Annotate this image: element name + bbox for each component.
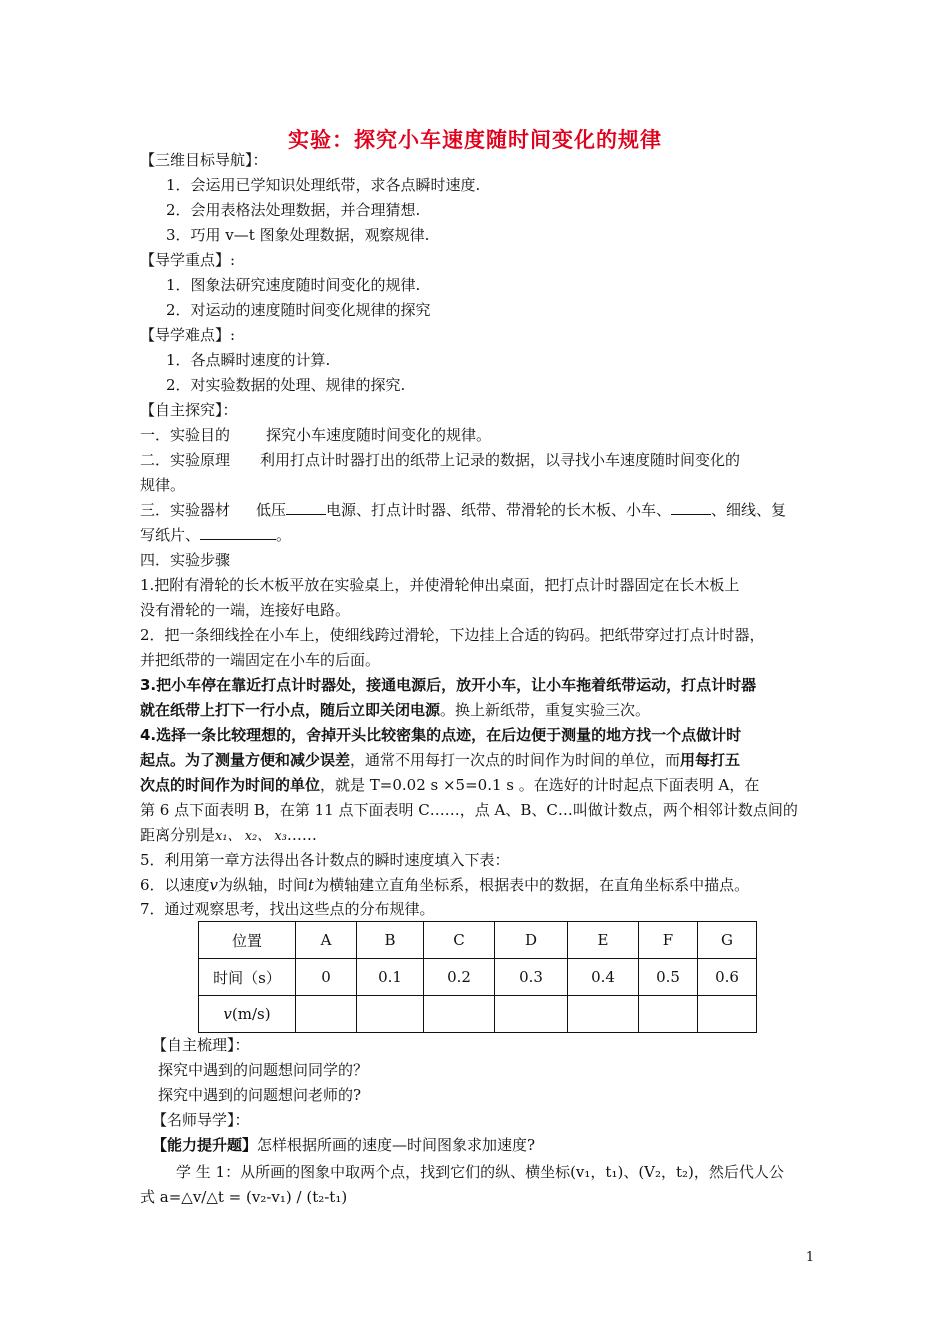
table-cell-empty[interactable] bbox=[495, 996, 568, 1033]
table-row bbox=[199, 959, 757, 996]
goal-item: 1．会运用已学知识处理纸带，求各点瞬时速度. bbox=[166, 176, 481, 194]
table-cell: A bbox=[296, 922, 357, 959]
step-6-text: 6．以速度 bbox=[140, 876, 210, 894]
fill-blank[interactable] bbox=[286, 498, 326, 515]
step-4: 4.选择一条比较理想的，舍掉开头比较密集的点迹，在后边便于测量的地方找一个点做计时 bbox=[140, 726, 742, 744]
difficulty-heading: 【导学难点】: bbox=[140, 326, 236, 344]
ability-label: 【能力提升题】 bbox=[152, 1136, 258, 1154]
step-6 bbox=[140, 873, 820, 897]
difficulty-item: 1．各点瞬时速度的计算. bbox=[166, 351, 331, 369]
step-4-text: 距离分别是 bbox=[140, 826, 216, 844]
equipment-line bbox=[140, 498, 820, 522]
table-row bbox=[199, 996, 757, 1033]
purpose-label: 一．实验目的 bbox=[140, 426, 231, 444]
focus-item: 1．图象法研究速度随时间变化的规律. bbox=[166, 276, 421, 294]
table-cell-empty[interactable] bbox=[698, 996, 757, 1033]
focus-heading: 【导学重点】: bbox=[140, 251, 236, 269]
ability-line bbox=[152, 1133, 832, 1157]
equipment-line-2 bbox=[140, 523, 820, 547]
steps-heading: 四．实验步骤 bbox=[140, 551, 231, 569]
goal-item: 3．巧用 v—t 图象处理数据，观察规律. bbox=[166, 226, 430, 244]
step-7: 7．通过观察思考，找出这些点的分布规律。 bbox=[140, 900, 435, 918]
table-cell: 0.3 bbox=[495, 959, 568, 996]
table-cell: 0.2 bbox=[424, 959, 495, 996]
equipment-text: 。 bbox=[276, 526, 292, 544]
step-2: 2．把一条细线拴在小车上，使细线跨过滑轮，下边挂上合适的钩码。把纸带穿过打点计时器， bbox=[140, 626, 765, 644]
step-4-text: ，就是 T=0.02 s ×5=0.1 s 。在选好的计时起点下面表明 A，在 bbox=[320, 776, 760, 794]
table-cell-empty[interactable] bbox=[568, 996, 639, 1033]
step-1-cont: 没有滑轮的一端，连接好电路。 bbox=[140, 601, 351, 619]
equipment-text: 、细线、复 bbox=[711, 501, 787, 519]
step-4-cont bbox=[140, 748, 820, 772]
goal-item: 2．会用表格法处理数据，并合理猜想. bbox=[166, 201, 421, 219]
step-3: 3.把小车停在靠近打点计时器处，接通电源后，放开小车，让小车拖着纸带运动，打点计时器 bbox=[140, 676, 757, 694]
step-4-text: ，通常不用每打一次点的时间作为时间的单位，而 bbox=[350, 751, 681, 769]
step-4-bold: 次点的时间作为时间的单位 bbox=[140, 776, 321, 794]
equipment-text: 写纸片、 bbox=[140, 526, 201, 544]
table-cell: E bbox=[568, 922, 639, 959]
table-cell-empty[interactable] bbox=[357, 996, 424, 1033]
velocity-symbol: v bbox=[223, 1005, 232, 1023]
table-cell: 时间（s） bbox=[199, 959, 296, 996]
page-number: 1 bbox=[805, 1250, 815, 1265]
page-title: 实验：探究小车速度随时间变化的规律 bbox=[288, 128, 662, 152]
table-cell: 0.5 bbox=[639, 959, 698, 996]
velocity-unit: (m/s) bbox=[231, 1005, 271, 1023]
explore-heading: 【自主探究】： bbox=[140, 401, 238, 419]
step-4-bold: 用每打五 bbox=[680, 751, 741, 769]
difficulty-item: 2．对实验数据的处理、规律的探究. bbox=[166, 376, 406, 394]
step-4-cont3: 第 6 点下面表明 B，在第 11 点下面表明 C……，点 A、B、C…叫做计数点，两个相邻计数点间的 bbox=[140, 801, 798, 819]
principle-cont: 规律。 bbox=[140, 476, 186, 494]
step-6-var: v bbox=[209, 876, 219, 894]
step-1: 1.把附有滑轮的长木板平放在实验桌上，并使滑轮伸出桌面，把打点计时器固定在长木板上 bbox=[140, 576, 740, 594]
table-cell: 位置 bbox=[199, 922, 296, 959]
focus-item: 2．对运动的速度随时间变化规律的探究 bbox=[166, 301, 431, 319]
goals-heading: 【三维目标导航】： bbox=[140, 151, 268, 169]
step-6-text: 为横轴建立直角坐标系，根据表中的数据，在直角坐标系中描点。 bbox=[314, 876, 750, 894]
table-cell: 0.4 bbox=[568, 959, 639, 996]
step-4-cont4 bbox=[140, 823, 820, 849]
step-3-text: 。换上新纸带，重复实验三次。 bbox=[440, 701, 651, 719]
review-question: 探究中遇到的问题想问同学的？ bbox=[158, 1061, 369, 1079]
table-cell: 0.6 bbox=[698, 959, 757, 996]
step-3-cont bbox=[140, 698, 820, 722]
equipment-label: 三．实验器材 bbox=[140, 501, 231, 519]
student-answer: 学 生 1：从所画的图象中取两个点，找到它们的纵、横坐标(v₁，t₁)、(V₂，t₂)，然后代人公 bbox=[176, 1163, 784, 1181]
fill-blank[interactable] bbox=[200, 523, 276, 540]
review-heading: 【自主梳理】： bbox=[152, 1036, 250, 1054]
table-cell: D bbox=[495, 922, 568, 959]
table-cell bbox=[199, 996, 296, 1033]
table-row bbox=[199, 922, 757, 959]
review-question: 探究中遇到的问题想问老师的? bbox=[158, 1086, 362, 1104]
purpose-line bbox=[140, 423, 820, 447]
step-5: 5．利用第一章方法得出各计数点的瞬时速度填入下表： bbox=[140, 851, 510, 869]
table-cell: 0 bbox=[296, 959, 357, 996]
ability-question: 怎样根据所画的速度—时间图象求加速度? bbox=[257, 1136, 536, 1154]
guide-heading: 【名师导学】： bbox=[152, 1111, 250, 1129]
table-cell-empty[interactable] bbox=[424, 996, 495, 1033]
table-cell: G bbox=[698, 922, 757, 959]
step-4-cont2 bbox=[140, 773, 820, 797]
purpose-text: 探究小车速度随时间变化的规律。 bbox=[266, 426, 492, 444]
principle-label: 二．实验原理 bbox=[140, 451, 231, 469]
table-cell: C bbox=[424, 922, 495, 959]
fill-blank[interactable] bbox=[671, 498, 711, 515]
table-cell: 0.1 bbox=[357, 959, 424, 996]
distance-symbols: x₁、 x₂、 x₃ bbox=[215, 829, 287, 844]
step-6-var: t bbox=[308, 876, 315, 894]
data-table bbox=[198, 921, 757, 1033]
principle-line bbox=[140, 448, 820, 472]
step-4-text: …… bbox=[286, 826, 317, 844]
step-4-bold: 起点。为了测量方便和减少误差 bbox=[140, 751, 351, 769]
step-2-cont: 并把纸带的一端固定在小车的后面。 bbox=[140, 651, 381, 669]
equipment-text: 电源、打点计时器、纸带、带滑轮的长木板、小车、 bbox=[326, 501, 672, 519]
table-cell: F bbox=[639, 922, 698, 959]
student-answer-cont: 式 a=△v/△t = (v₂-v₁) / (t₂-t₁) bbox=[140, 1188, 348, 1206]
table-cell: B bbox=[357, 922, 424, 959]
principle-text: 利用打点计时器打出的纸带上记录的数据，以寻找小车速度随时间变化的 bbox=[260, 451, 741, 469]
equipment-text: 低压 bbox=[256, 501, 287, 519]
step-6-text: 为纵轴，时间 bbox=[218, 876, 309, 894]
table-cell-empty[interactable] bbox=[639, 996, 698, 1033]
table-cell-empty[interactable] bbox=[296, 996, 357, 1033]
step-3-bold: 就在纸带上打下一行小点，随后立即关闭电源 bbox=[140, 701, 441, 719]
